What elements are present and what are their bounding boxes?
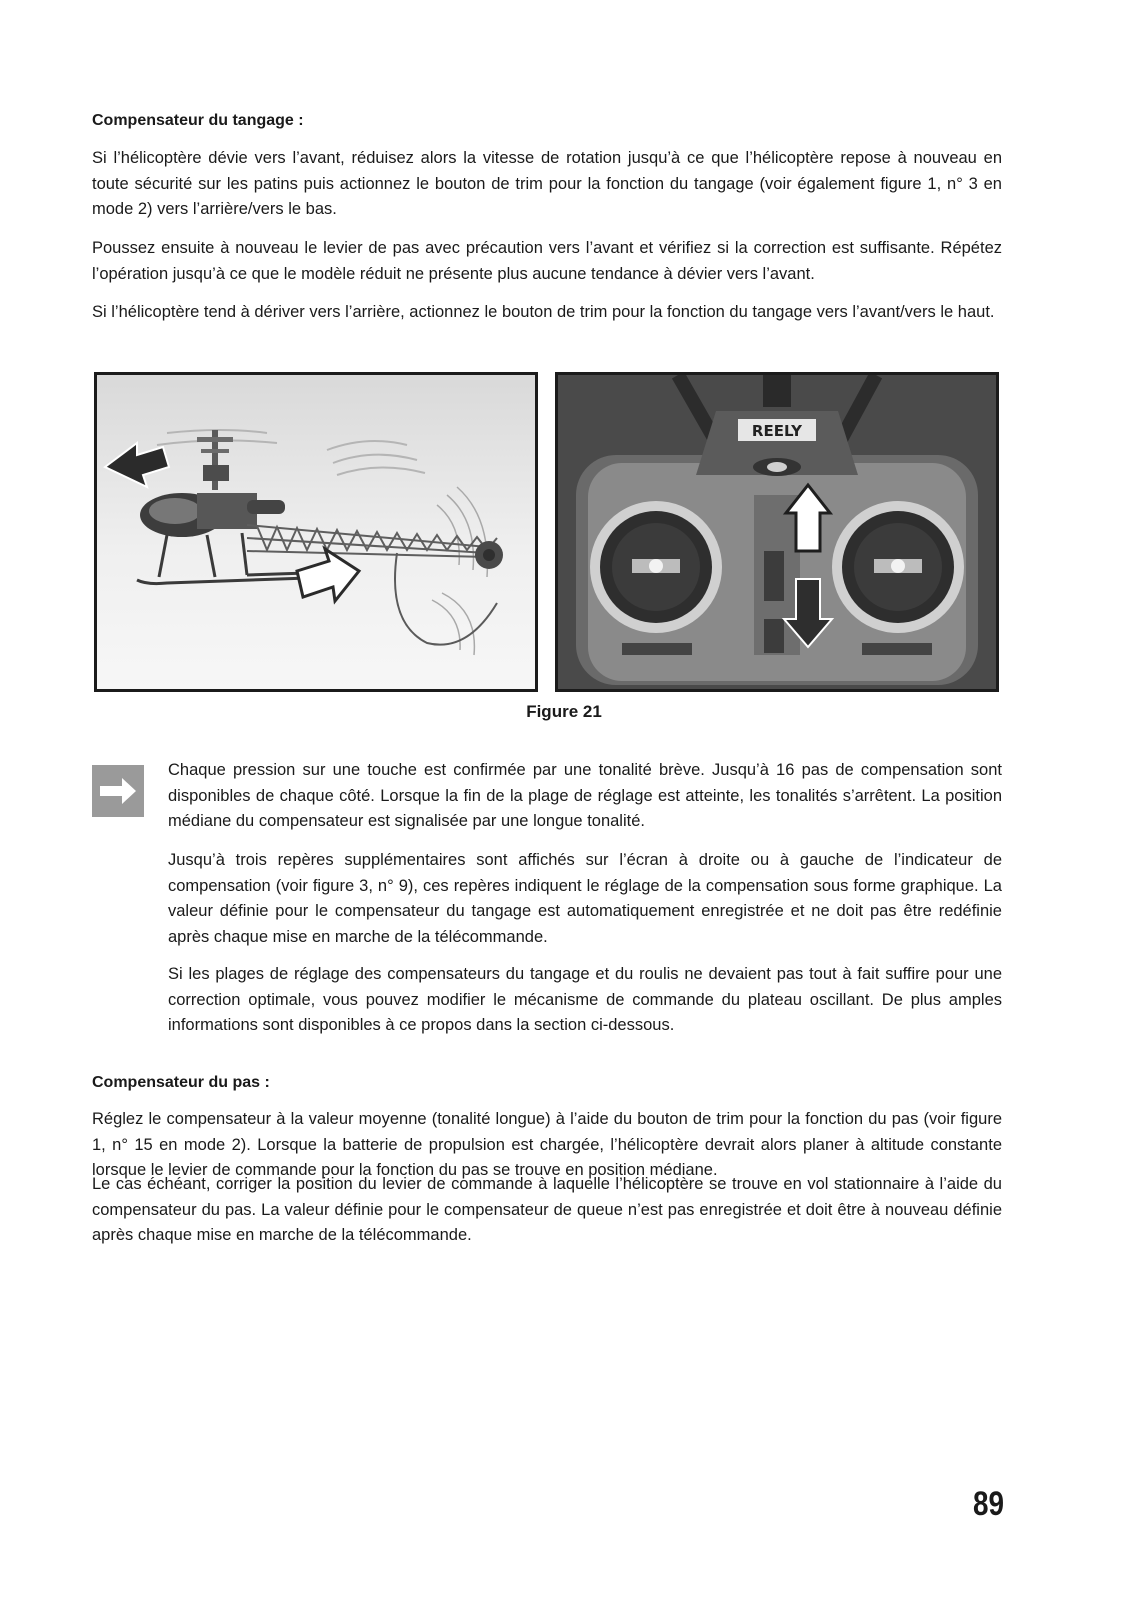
- note-paragraph: Si les plages de réglage des compensateurs du tangage et du roulis ne devaient pas tout à fait suffire pour une correction optimale, vous pouvez modifier le mécanisme de commande du plateau oscillant. De plus amples informations sont disponibles à ce propos dans la section ci-dessous.: [168, 965, 1002, 1034]
- figure-caption: Figure 21: [526, 702, 602, 721]
- page-number: 89: [972, 1485, 1004, 1523]
- note-paragraph: Jusqu’à trois repères supplémentaires sont affichés sur l’écran à droite ou à gauche de l’indicateur de compensation (voir figure 3, n° 9), ces repères indiquent le réglage de la compensation sous forme graphique. La valeur définie pour le compensateur du tangage est automatiquement enregistrée et ne doit pas être redéfinie après chaque mise en marche de la télécommande.: [168, 851, 1002, 946]
- paragraph: Si l’hélicoptère tend à dériver vers l’arrière, actionnez le bouton de trim pour la fonction du tangage vers l’avant/vers le haut.: [92, 303, 995, 321]
- helicopter-illustration: [97, 375, 535, 689]
- remote-control-photo: [555, 372, 999, 692]
- paragraph: Réglez le compensateur à la valeur moyenne (tonalité longue) à l’aide du bouton de trim pour la fonction du pas (voir figure 1, n° 15 en mode 2). Lorsque la batterie de propulsion est chargée, l’hélicoptère devrait alors planer à altitude constante lorsque le levier de commande pour la fonction du pas se trouve en position médiane.: [92, 1110, 1002, 1179]
- note-paragraph: Chaque pression sur une touche est confirmée par une tonalité brève. Jusqu’à 16 pas de compensation sont disponibles de chaque côté. Lorsque la fin de la plage de réglage est atteinte, les tonalités s’arrêtent. La position médiane du compensateur est signalisée par une longue tonalité.: [168, 761, 1002, 830]
- paragraph: Poussez ensuite à nouveau le levier de pas avec précaution vers l’avant et vérifiez si la correction est suffisante. Répétez l’opération jusqu’à ce que le modèle réduit ne présente plus aucune tendance à dévier vers l’avant.: [92, 239, 1002, 283]
- paragraph: Le cas échéant, corriger la position du levier de commande à laquelle l’hélicoptère se trouve en vol stationnaire à l’aide du compensateur du pas. La valeur définie pour le compensateur de queue n’est pas enregistrée et doit être à nouveau définie après chaque mise en marche de la télécommande.: [92, 1175, 1002, 1244]
- brand-label: REELY: [751, 422, 803, 440]
- paragraph: Si l’hélicoptère dévie vers l’avant, réduisez alors la vitesse de rotation jusqu’à ce que l’hélicoptère repose à nouveau en toute sécurité sur les patins puis actionnez le bouton de trim pour la fonction du tangage (voir également figure 1, n° 3 en mode 2) vers l’arrière/vers le bas.: [92, 149, 1002, 218]
- helicopter-photo: [94, 372, 538, 692]
- arrow-right-icon: [92, 765, 144, 817]
- section-title-pitch-trim: Compensateur du tangage :: [92, 112, 304, 129]
- section-title-collective-trim: Compensateur du pas :: [92, 1074, 270, 1091]
- remote-control-illustration: [558, 375, 996, 689]
